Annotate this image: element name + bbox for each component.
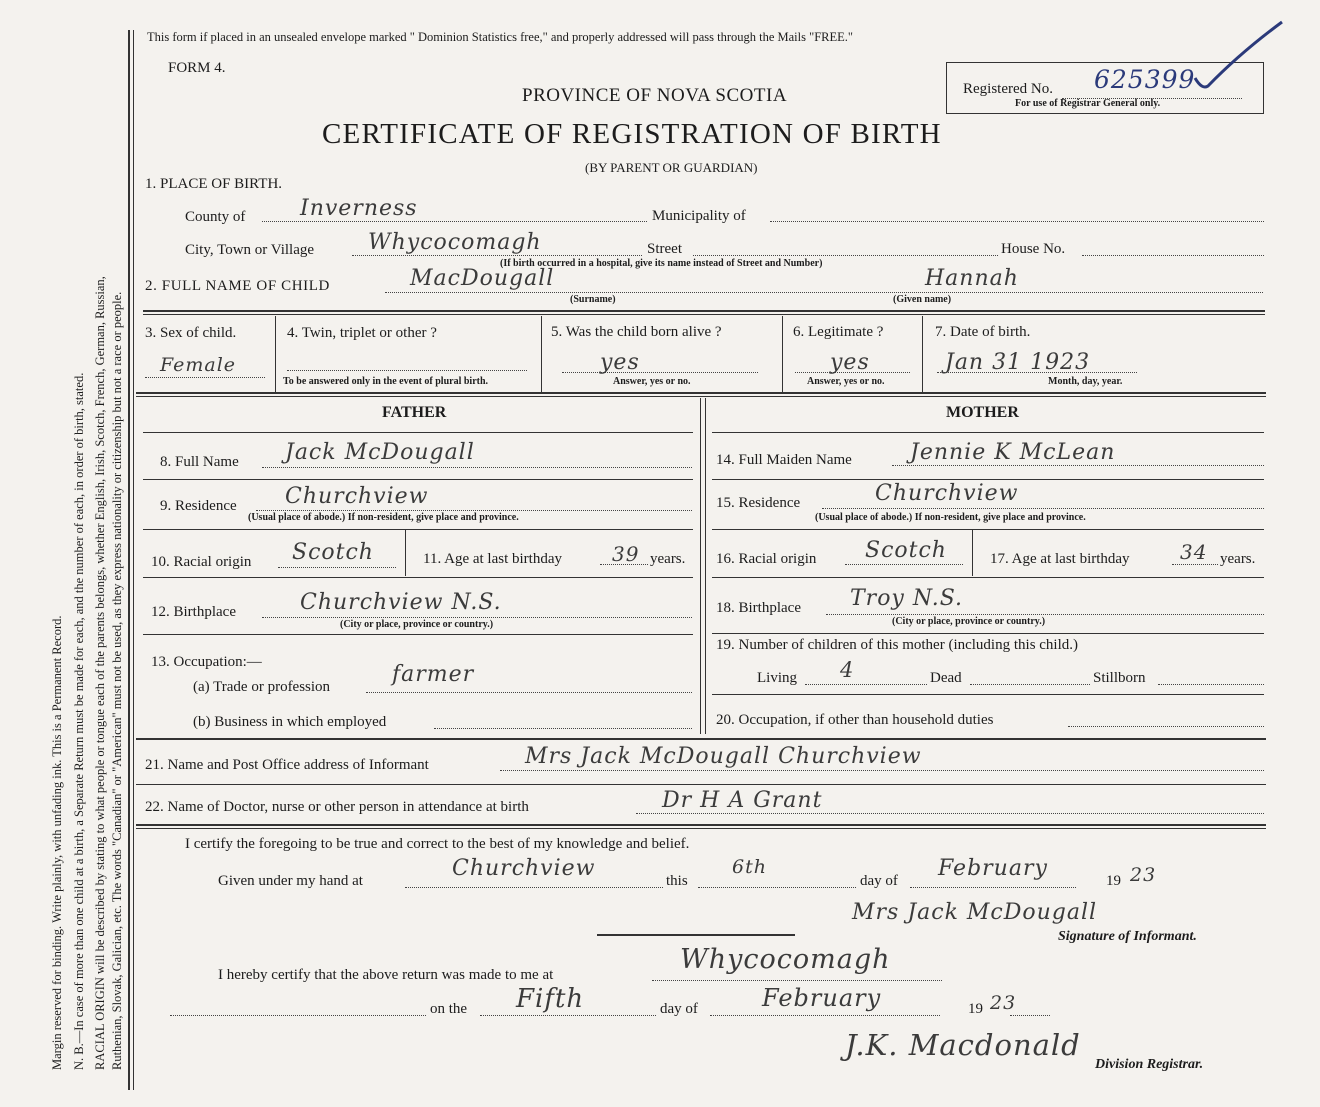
legitimate-value: yes — [830, 350, 870, 375]
registrar-signature: J.K. Macdonald — [845, 1028, 1081, 1062]
margin-note-racial-origin-cont: Ruthenian, Slovak, Galician, etc. The words "Canadian" or "American" must not be used, as they express nationality or citizenship but not a race or people. — [110, 291, 124, 1070]
county-label: County of — [185, 209, 246, 225]
given-label: Given under my hand at — [218, 873, 363, 889]
page-title: CERTIFICATE OF REGISTRATION OF BIRTH — [322, 118, 942, 150]
mother-birthplace-value: Troy N.S. — [850, 586, 963, 611]
informant-value: Mrs Jack McDougall Churchview — [525, 744, 922, 769]
father-trade-value: farmer — [392, 662, 475, 687]
page-subtitle: (BY PARENT OR GUARDIAN) — [585, 160, 758, 175]
this-label: this — [666, 873, 688, 889]
stillborn-label: Stillborn — [1093, 670, 1146, 686]
form-number: FORM 4. — [168, 60, 226, 76]
certify-year-prefix: 19 — [1106, 873, 1121, 889]
registrar-year-prefix: 19 — [968, 1001, 983, 1017]
registered-number: 625399 — [1094, 65, 1196, 94]
margin-note-plural-birth: N. B.—In case of more than one child at a birth, a Separate Return must be made for each, and the number of each, in order of birth, stated. — [72, 372, 86, 1070]
left-border-inner — [133, 30, 134, 1090]
father-heading: FATHER — [382, 404, 447, 421]
father-residence-value: Churchview — [285, 484, 429, 509]
father-years: years. — [650, 551, 686, 567]
sex-label: 3. Sex of child. — [145, 325, 237, 341]
surname-note: (Surname) — [570, 294, 616, 305]
father-name-value: Jack McDougall — [285, 440, 475, 465]
father-trade-label: (a) Trade or profession — [193, 679, 331, 695]
registrar-note: For use of Registrar General only. — [1015, 98, 1161, 109]
father-occupation-label: 13. Occupation:— — [151, 654, 262, 670]
sex-value: Female — [160, 354, 237, 376]
living-label: Living — [757, 670, 797, 686]
registrar-day-value: Fifth — [516, 984, 585, 1014]
left-border — [128, 30, 130, 1090]
dob-label: 7. Date of birth. — [935, 324, 1031, 340]
dob-value: Jan 31 1923 — [945, 350, 1091, 375]
living-value: 4 — [840, 658, 855, 682]
informant-signature: Mrs Jack McDougall — [852, 900, 1098, 925]
father-age-label: 11. Age at last birthday — [423, 551, 562, 567]
dob-note: Month, day, year. — [1048, 376, 1123, 387]
registrar-year-value: 23 — [990, 992, 1017, 1014]
hospital-note: (If birth occurred in a hospital, give its name instead of Street and Number) — [500, 258, 823, 269]
registrar-statement: I hereby certify that the above return was made to me at — [218, 967, 554, 983]
registrar-on-the: on the — [430, 1001, 468, 1017]
father-residence-label: 9. Residence — [160, 498, 237, 514]
city-value: Whycocomagh — [368, 230, 542, 255]
twin-label: 4. Twin, triplet or other ? — [287, 325, 437, 341]
given-place-value: Churchview — [452, 856, 596, 881]
registrar-month-value: February — [762, 984, 882, 1012]
certify-statement: I certify the foregoing to be true and correct to the best of my knowledge and belief. — [185, 836, 690, 852]
father-birthplace-value: Churchview N.S. — [300, 590, 502, 615]
father-residence-note: (Usual place of abode.) If non-resident, give place and province. — [248, 512, 519, 523]
doctor-value: Dr H A Grant — [662, 788, 823, 813]
father-birthplace-label: 12. Birthplace — [151, 604, 236, 620]
mother-residence-label: 15. Residence — [716, 495, 801, 511]
mother-birthplace-label: 18. Birthplace — [716, 600, 801, 616]
this-day-value: 6th — [732, 856, 767, 878]
registrar-place-value: Whycocomagh — [680, 944, 891, 975]
city-label: City, Town or Village — [185, 242, 315, 258]
certify-dayof-label: day of — [860, 873, 898, 889]
legitimate-label: 6. Legitimate ? — [793, 324, 884, 340]
certify-month-value: February — [938, 856, 1048, 881]
mother-age-value: 34 — [1180, 540, 1208, 564]
alive-label: 5. Was the child born alive ? — [551, 324, 722, 340]
place-heading: 1. PLACE OF BIRTH. — [145, 176, 283, 192]
mother-race-label: 16. Racial origin — [716, 551, 817, 567]
child-name-label: 2. FULL NAME OF CHILD — [145, 278, 330, 294]
alive-note: Answer, yes or no. — [613, 376, 691, 387]
dead-label: Dead — [930, 670, 962, 686]
province-heading: PROVINCE OF NOVA SCOTIA — [522, 85, 788, 106]
child-given-name: Hannah — [925, 266, 1019, 291]
father-race-value: Scotch — [292, 540, 374, 565]
mother-age-label: 17. Age at last birthday — [990, 551, 1130, 567]
county-value: Inverness — [300, 196, 418, 221]
mother-name-label: 14. Full Maiden Name — [716, 452, 852, 468]
alive-value: yes — [600, 350, 640, 375]
mother-name-value: Jennie K McLean — [910, 440, 1116, 465]
checkmark-icon — [1190, 18, 1290, 98]
street-label: Street — [647, 241, 682, 257]
mother-heading: MOTHER — [946, 404, 1019, 421]
informant-signature-label: Signature of Informant. — [1058, 929, 1197, 944]
twin-note: To be answered only in the event of plural birth. — [283, 376, 489, 387]
doctor-label: 22. Name of Doctor, nurse or other person in attendance at birth — [145, 799, 529, 815]
given-note: (Given name) — [893, 294, 952, 305]
mother-occupation-label: 20. Occupation, if other than household duties — [716, 712, 994, 728]
mother-residence-note: (Usual place of abode.) If non-resident, give place and province. — [815, 512, 1086, 523]
registrar-dayof-label: day of — [660, 1001, 698, 1017]
house-label: House No. — [1001, 241, 1066, 257]
legitimate-note: Answer, yes or no. — [807, 376, 885, 387]
mother-race-value: Scotch — [865, 538, 947, 563]
father-birthplace-note: (City or place, province or country.) — [340, 619, 494, 630]
margin-note-binding: Margin reserved for binding. Write plainly, with unfading ink. This is a Permanent Record. — [50, 615, 64, 1070]
mail-note: This form if placed in an unsealed envelope marked " Dominion Statistics free," and properly addressed will pass through the Mails "FREE." — [147, 30, 854, 44]
certify-year-value: 23 — [1130, 864, 1157, 886]
registered-label: Registered No. — [963, 81, 1053, 97]
mother-children-label: 19. Number of children of this mother (including this child.) — [716, 637, 1079, 653]
margin-note-racial-origin: RACIAL ORIGIN will be described by stating to what people or tongue each of the parents belongs, whether English, Irish, Scotch, French, German, Russian, — [93, 276, 107, 1070]
father-business-label: (b) Business in which employed — [193, 714, 387, 730]
mother-birthplace-note: (City or place, province or country.) — [892, 616, 1046, 627]
mother-years: years. — [1220, 551, 1256, 567]
father-name-label: 8. Full Name — [160, 454, 239, 470]
municipality-label: Municipality of — [652, 208, 746, 224]
child-surname: MacDougall — [410, 266, 555, 291]
informant-label: 21. Name and Post Office address of Informant — [145, 757, 429, 773]
registrar-signature-label: Division Registrar. — [1095, 1057, 1204, 1072]
father-age-value: 39 — [612, 542, 640, 566]
mother-residence-value: Churchview — [875, 481, 1019, 506]
father-race-label: 10. Racial origin — [151, 554, 252, 570]
